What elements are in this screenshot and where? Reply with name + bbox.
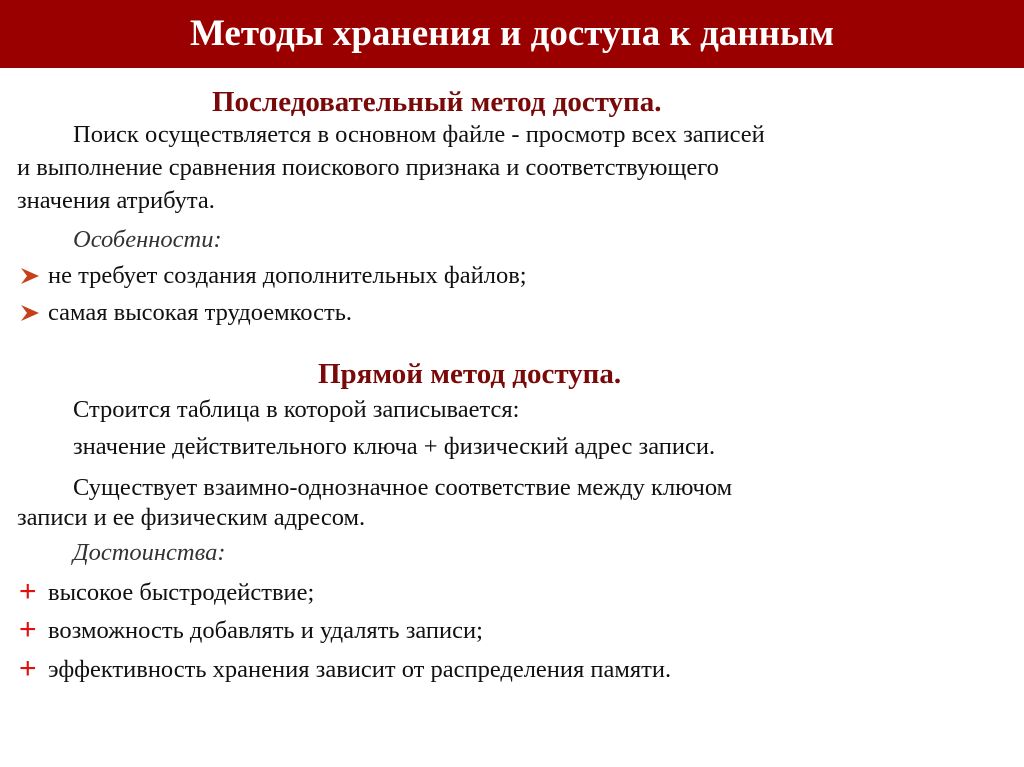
bullet-item: самая высокая трудоемкость. — [48, 299, 353, 326]
advantages-label: Достоинства: — [73, 539, 226, 566]
arrow-right-icon — [20, 303, 40, 323]
section-heading-direct: Прямой метод доступа. — [318, 358, 622, 390]
paragraph-line: Поиск осуществляется в основном файле - просмотр всех записей — [73, 121, 765, 148]
paragraph-line: Существует взаимно-однозначное соответствие между ключом — [73, 474, 733, 501]
section-heading-sequential: Последовательный метод доступа. — [212, 86, 662, 118]
paragraph-line: значения атрибута. — [17, 187, 215, 214]
arrow-right-icon — [20, 266, 40, 286]
plus-icon: + — [19, 575, 37, 608]
text-line: Строится таблица в которой записывается: — [73, 396, 520, 423]
bullet-item: высокое быстродействие; — [48, 579, 315, 606]
paragraph-line: и выполнение сравнения поискового признака и соответствующего — [17, 154, 719, 181]
bullet-item: не требует создания дополнительных файлов; — [48, 262, 527, 289]
plus-icon: + — [19, 613, 37, 646]
paragraph-line: записи и ее физическим адресом. — [17, 504, 366, 531]
text-line: значение действительного ключа + физический адрес записи. — [73, 433, 716, 460]
plus-icon: + — [19, 652, 37, 685]
bullet-item: эффективность хранения зависит от распределения памяти. — [48, 656, 672, 683]
bullet-item: возможность добавлять и удалять записи; — [48, 617, 483, 644]
features-label: Особенности: — [73, 226, 222, 253]
slide-title: Методы хранения и доступа к данным — [189, 13, 835, 54]
